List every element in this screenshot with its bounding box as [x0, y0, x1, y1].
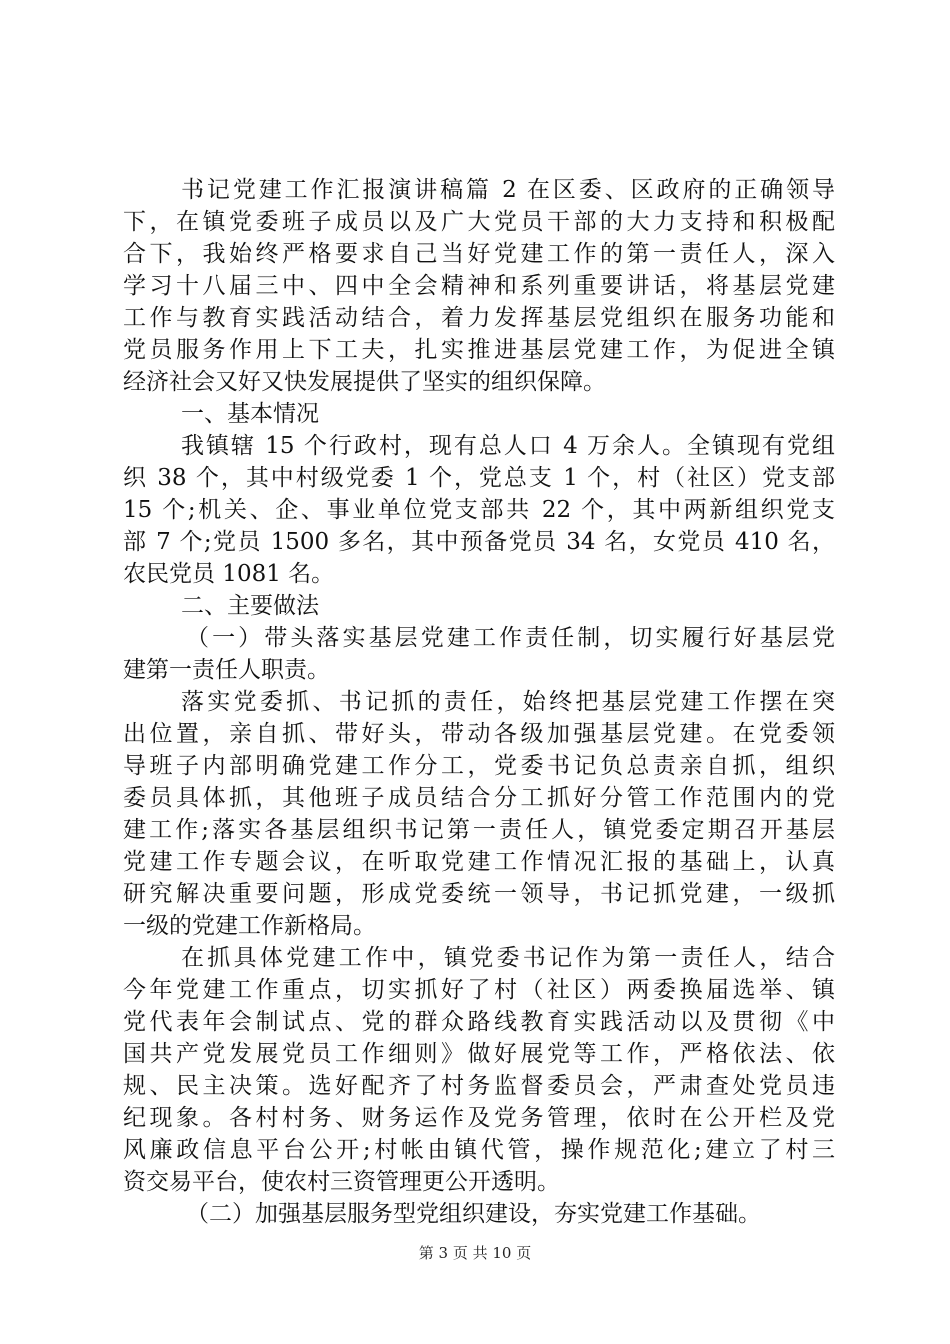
- paragraph-line: 建工作;落实各基层组织书记第一责任人，镇党委定期召开基层: [123, 817, 835, 843]
- paragraph-line: 党员服务作用上下工夫，扎实推进基层党建工作，为促进全镇: [123, 337, 835, 363]
- paragraph-line: 在抓具体党建工作中，镇党委书记作为第一责任人，结合: [181, 945, 835, 971]
- paragraph-line: 织 38 个，其中村级党委 1 个，党总支 1 个，村（社区）党支部: [123, 465, 835, 491]
- paragraph-line: 资交易平台，使农村三资管理更公开透明。: [123, 1169, 560, 1195]
- paragraph-line: 落实党委抓、书记抓的责任，始终把基层党建工作摆在突: [181, 689, 835, 715]
- subsection-heading: 建第一责任人职责。: [123, 657, 330, 683]
- paragraph-line: 我镇辖 15 个行政村，现有总人口 4 万余人。全镇现有党组: [181, 433, 835, 459]
- paragraph-line: 党代表年会制试点、党的群众路线教育实践活动以及贯彻《中: [123, 1009, 835, 1035]
- paragraph-line: 纪现象。各村村务、财务运作及党务管理，依时在公开栏及党: [123, 1105, 835, 1131]
- section-heading: 二、主要做法: [181, 593, 319, 619]
- paragraph-line: 合下，我始终严格要求自己当好党建工作的第一责任人，深入: [123, 241, 835, 267]
- section-heading: 一、基本情况: [181, 401, 319, 427]
- paragraph-line: 15 个;机关、企、事业单位党支部共 22 个，其中两新组织党支: [123, 497, 835, 523]
- paragraph-line: 风廉政信息平台公开;村帐由镇代管，操作规范化;建立了村三: [123, 1137, 835, 1163]
- paragraph-line: 部 7 个;党员 1500 多名，其中预备党员 34 名，女党员 410 名，: [123, 529, 835, 555]
- paragraph-line: 农民党员 1081 名。: [123, 561, 335, 587]
- paragraph-line: 研究解决重要问题，形成党委统一领导，书记抓党建，一级抓: [123, 881, 835, 907]
- paragraph-line: 书记党建工作汇报演讲稿篇 2 在区委、区政府的正确领导: [181, 177, 835, 203]
- paragraph-line: 今年党建工作重点，切实抓好了村（社区）两委换届选举、镇: [123, 977, 835, 1003]
- paragraph-line: 工作与教育实践活动结合，着力发挥基层党组织在服务功能和: [123, 305, 835, 331]
- paragraph-line: 导班子内部明确党建工作分工，党委书记负总责亲自抓，组织: [123, 753, 835, 779]
- paragraph-line: 下，在镇党委班子成员以及广大党员干部的大力支持和积极配: [123, 209, 835, 235]
- subsection-heading: （二）加强基层服务型党组织建设，夯实党建工作基础。: [186, 1201, 761, 1227]
- page-footer: 第 3 页 共 10 页: [418, 1244, 532, 1262]
- paragraph-line: 国共产党发展党员工作细则》做好展党等工作，严格依法、依: [123, 1041, 835, 1067]
- paragraph-line: 经济社会又好又快发展提供了坚实的组织保障。: [123, 369, 606, 395]
- paragraph-line: 党建工作专题会议，在听取党建工作情况汇报的基础上，认真: [123, 849, 835, 875]
- subsection-heading: （一）带头落实基层党建工作责任制，切实履行好基层党: [186, 625, 835, 651]
- paragraph-line: 学习十八届三中、四中全会精神和系列重要讲话，将基层党建: [123, 273, 835, 299]
- paragraph-line: 出位置，亲自抓、带好头，带动各级加强基层党建。在党委领: [123, 721, 835, 747]
- paragraph-line: 委员具体抓，其他班子成员结合分工抓好分管工作范围内的党: [123, 785, 835, 811]
- document-body: [123, 174, 835, 1230]
- paragraph-line: 规、民主决策。选好配齐了村务监督委员会，严肃查处党员违: [123, 1073, 835, 1099]
- paragraph-line: 一级的党建工作新格局。: [123, 913, 376, 939]
